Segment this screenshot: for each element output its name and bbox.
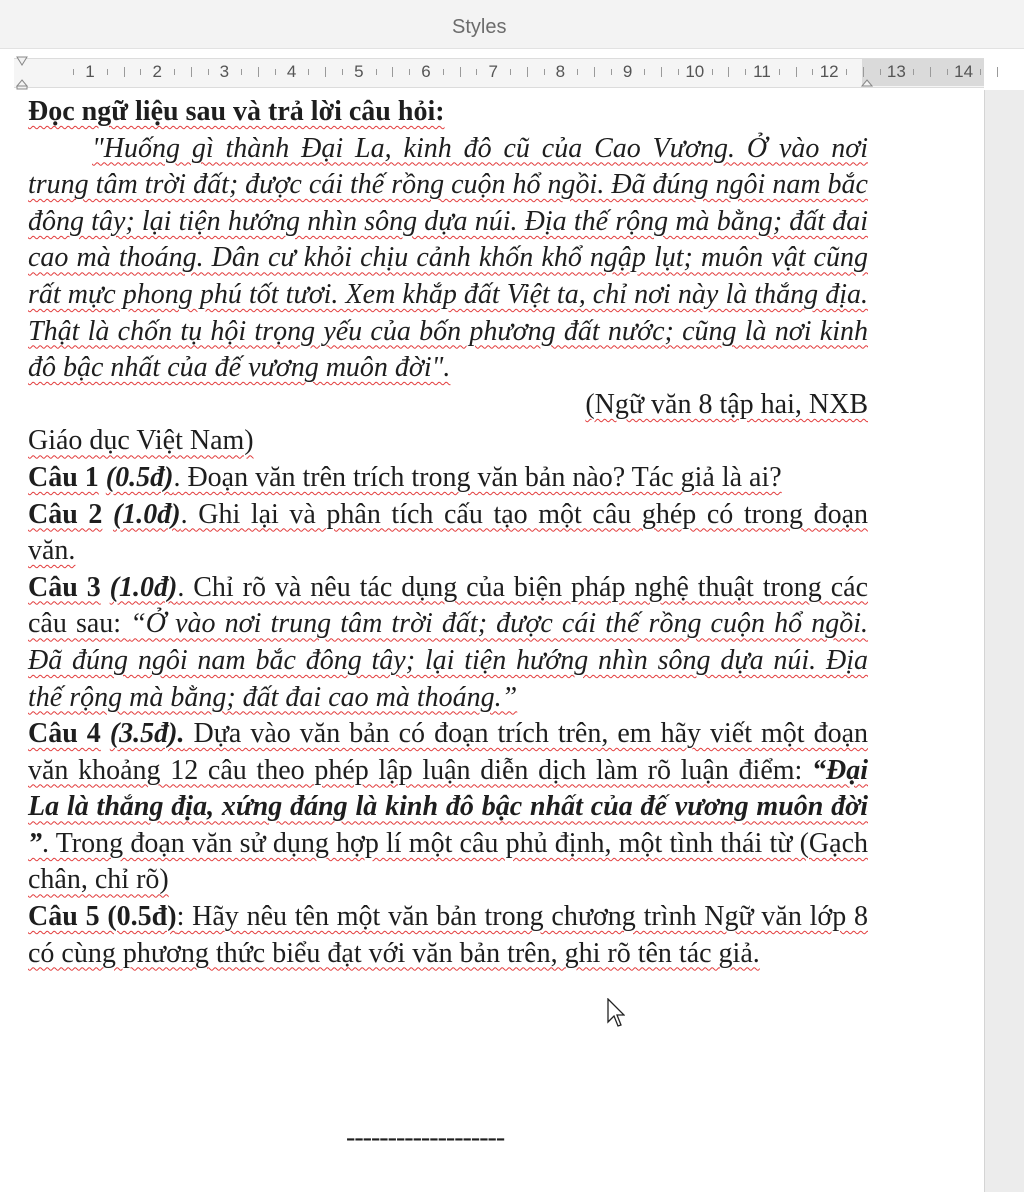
- ruler-tick: [846, 69, 847, 75]
- ruler-tick-mid: [997, 67, 998, 77]
- ruler-tick: [880, 69, 881, 75]
- ruler-tick: [107, 69, 108, 75]
- ruler-tick: [308, 69, 309, 75]
- ruler-tick: [476, 69, 477, 75]
- passage: "Huống gì thành Đại La, kinh đô cũ của Cao Vương. Ở vào nơi trung tâm trời đất; được cái thế rồng cuộn hổ ngồi. Đã đúng ngôi nam bắc đông tây; lại tiện hướng nhìn sông dựa núi. Địa thế rộng mà bằng; đất đai cao mà thoáng. Dân cư khỏi chịu cảnh khốn khổ ngập lụt; muôn vật cũng rất mực phong phú tốt tươi. Xem khắp đất Việt ta, chỉ nơi này là thắng địa. Thật là chốn tụ hội trọng yếu của bốn phương đất nước; cũng là nơi kinh đô bậc nhất của đế vương muôn đời".: [28, 132, 868, 384]
- ruler-tick: [73, 69, 74, 75]
- ruler-number: 14: [954, 62, 974, 81]
- ruler-tick: [712, 69, 713, 75]
- ruler-tick-mid: [930, 67, 931, 77]
- ruler-tick: [376, 69, 377, 75]
- ruler-tick: [779, 69, 780, 75]
- ruler-tick: [443, 69, 444, 75]
- ribbon-bar: [0, 0, 1024, 49]
- styles-group-label[interactable]: Styles: [452, 16, 507, 38]
- ruler-number: 3: [219, 62, 230, 81]
- ruler-tick: [812, 69, 813, 75]
- ruler-tick-mid: [124, 67, 125, 77]
- ruler-tick: [745, 69, 746, 75]
- page-scroll-margin: [984, 90, 1024, 1192]
- ruler-number: 5: [354, 62, 364, 81]
- ruler-tick-mid: [594, 67, 595, 77]
- ruler-tick-mid: [661, 67, 662, 77]
- ruler-number: 12: [819, 62, 839, 81]
- question-3: Câu 3 (1.0đ). Chỉ rõ và nêu tác dụng của biện pháp nghệ thuật trong các câu sau: “Ở vào nơi trung tâm trời đất; được cái thế rồng cuộn hổ ngồi. Đã đúng ngôi nam bắc đông tây; lại tiện hướng nhìn sông dựa núi. Địa thế rộng mà bằng; đất đai cao mà thoáng.”: [28, 571, 869, 713]
- question-2: Câu 2 (1.0đ). Ghi lại và phân tích cấu tạo một câu ghép có trong đoạn văn.: [28, 498, 868, 567]
- ruler-tick: [947, 69, 948, 75]
- ruler-tick-mid: [796, 67, 797, 77]
- question-1: Câu 1 (0.5đ). Đoạn văn trên trích trong văn bản nào? Tác giả là ai?: [28, 461, 782, 493]
- document-page[interactable]: [0, 90, 984, 1192]
- ruler-tick: [577, 69, 578, 75]
- ruler-tick-mid: [191, 67, 192, 77]
- question-4: Câu 4 (3.5đ). Dựa vào văn bản có đoạn trích trên, em hãy viết một đoạn văn khoảng 12 câu theo phép lập luận diễn dịch làm rõ luận điểm: “Đại La là thắng địa, xứng đáng là kinh đô bậc nhất của đế vương muôn đời ”. Trong đoạn văn sử dụng hợp lí một câu phủ định, một tình thái từ (Gạch chân, chỉ rõ): [28, 718, 869, 896]
- ruler-number: 13: [886, 62, 906, 81]
- ruler-tick: [510, 69, 511, 75]
- ruler-tick: [174, 69, 175, 75]
- ruler-tick: [241, 69, 242, 75]
- ruler-tick: [544, 69, 545, 75]
- ruler-number: 11: [753, 62, 771, 81]
- ruler-tick-mid: [325, 67, 326, 77]
- ruler-tick: [611, 69, 612, 75]
- ruler-number: 1: [85, 62, 95, 81]
- ruler-tick: [342, 69, 343, 75]
- ruler-tick-mid: [460, 67, 461, 77]
- source-line: (Ngữ văn 8 tập hai, NXB: [585, 388, 868, 420]
- ruler-number: 4: [286, 62, 297, 81]
- ruler-number: 7: [488, 62, 498, 81]
- question-5: Câu 5 (0.5đ): Hãy nêu tên một văn bản trong chương trình Ngữ văn lớp 8 có cùng phương thức biểu đạt với văn bản trên, ghi rõ tên tác giả.: [28, 901, 868, 969]
- ruler-tick-mid: [863, 67, 864, 77]
- ruler-number: 10: [685, 62, 705, 81]
- document-body[interactable]: [28, 94, 868, 972]
- left-indent-marker-icon[interactable]: [16, 56, 28, 90]
- ruler-tick: [409, 69, 410, 75]
- ruler-tick-mid: [728, 67, 729, 77]
- ruler-tick: [678, 69, 679, 75]
- ruler-tick: [980, 69, 981, 75]
- ruler-tick-mid: [258, 67, 259, 77]
- ruler-number: 6: [421, 62, 431, 81]
- ruler-tick: [275, 69, 276, 75]
- ruler-tick: [208, 69, 209, 75]
- ruler-tick-mid: [392, 67, 393, 77]
- section-divider: -------------------: [346, 1122, 505, 1153]
- ruler-tick: [140, 69, 141, 75]
- ruler-number: 9: [622, 62, 633, 81]
- ruler-tick: [913, 69, 914, 75]
- horizontal-ruler[interactable]: [0, 52, 1024, 90]
- ruler-number: 2: [152, 62, 162, 81]
- source-line-continued: Giáo dục Việt Nam): [28, 425, 254, 457]
- task-heading: Đọc ngữ liệu sau và trả lời câu hỏi:: [28, 96, 445, 127]
- mouse-cursor-icon: [607, 998, 625, 1028]
- ruler-tick: [644, 69, 645, 75]
- ruler-number: 8: [555, 62, 566, 81]
- ruler-tick-mid: [527, 67, 528, 77]
